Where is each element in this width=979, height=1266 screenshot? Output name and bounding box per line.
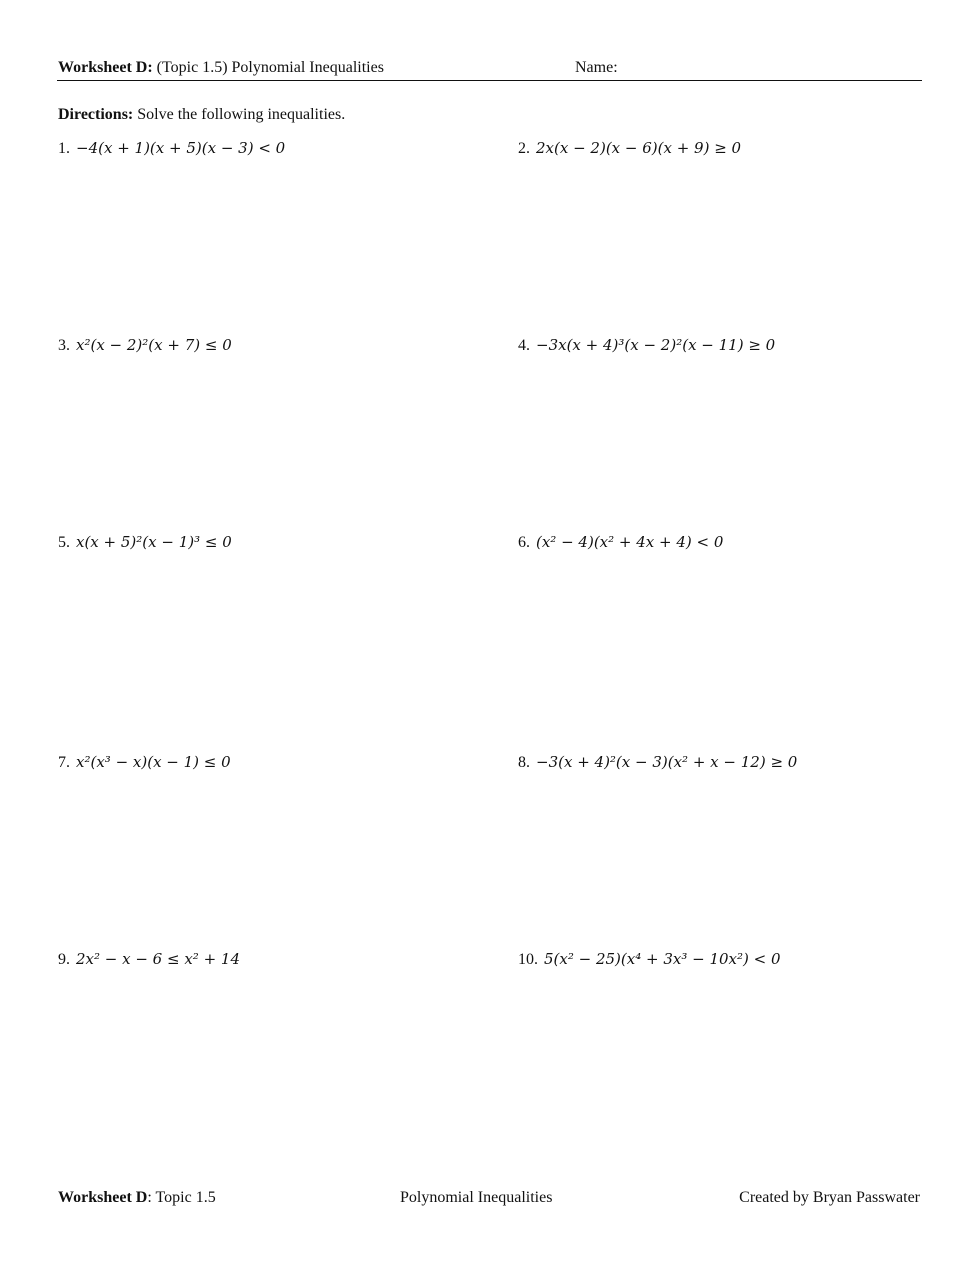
problem-number: 4. xyxy=(518,337,530,354)
problem-expression: x²(x − 2)²(x + 7) ≤ 0 xyxy=(76,336,232,354)
problem-number: 5. xyxy=(58,534,70,551)
worksheet-footer xyxy=(57,1188,922,1210)
problem-expression: x(x + 5)²(x − 1)³ ≤ 0 xyxy=(76,533,232,551)
problem-number: 1. xyxy=(58,140,70,157)
directions-label: Directions: xyxy=(58,106,134,123)
footer-worksheet-label xyxy=(58,1188,216,1208)
worksheet-title-label: Worksheet D: xyxy=(58,59,153,76)
problem-1 xyxy=(58,138,285,159)
worksheet-title-text: (Topic 1.5) Polynomial Inequalities xyxy=(152,59,384,76)
problem-3 xyxy=(58,335,232,356)
problem-number: 6. xyxy=(518,534,530,551)
problem-number: 3. xyxy=(58,337,70,354)
footer-topic: : Topic 1.5 xyxy=(147,1189,216,1206)
footer-title: Polynomial Inequalities xyxy=(400,1189,553,1206)
directions xyxy=(58,105,345,125)
problem-5 xyxy=(58,532,232,553)
worksheet-header xyxy=(57,58,922,81)
problem-8 xyxy=(518,752,797,773)
problem-2 xyxy=(518,138,741,159)
problem-7 xyxy=(58,752,231,773)
footer-worksheet-name: Worksheet D xyxy=(58,1189,148,1206)
problem-6 xyxy=(518,532,723,553)
worksheet-title xyxy=(58,58,384,78)
problem-expression: 5(x² − 25)(x⁴ + 3x³ − 10x²) < 0 xyxy=(544,950,781,968)
problem-expression: x²(x³ − x)(x − 1) ≤ 0 xyxy=(76,753,231,771)
problem-expression: 2x² − x − 6 ≤ x² + 14 xyxy=(76,950,240,968)
problem-number: 7. xyxy=(58,754,70,771)
problem-9 xyxy=(58,949,240,970)
problem-number: 9. xyxy=(58,951,70,968)
problem-expression: −3(x + 4)²(x − 3)(x² + x − 12) ≥ 0 xyxy=(536,753,798,771)
problem-expression: 2x(x − 2)(x − 6)(x + 9) ≥ 0 xyxy=(536,139,742,157)
problem-10 xyxy=(518,949,781,970)
name-label: Name: xyxy=(575,59,618,76)
problem-expression: −3x(x + 4)³(x − 2)²(x − 11) ≥ 0 xyxy=(536,336,776,354)
problem-number: 10. xyxy=(518,951,538,968)
directions-text: Solve the following inequalities. xyxy=(133,106,346,123)
problem-4 xyxy=(518,335,775,356)
problem-expression: −4(x + 1)(x + 5)(x − 3) < 0 xyxy=(76,139,286,157)
problem-expression: (x² − 4)(x² + 4x + 4) < 0 xyxy=(536,533,724,551)
problem-number: 8. xyxy=(518,754,530,771)
footer-author: Created by Bryan Passwater xyxy=(739,1189,920,1206)
problem-number: 2. xyxy=(518,140,530,157)
